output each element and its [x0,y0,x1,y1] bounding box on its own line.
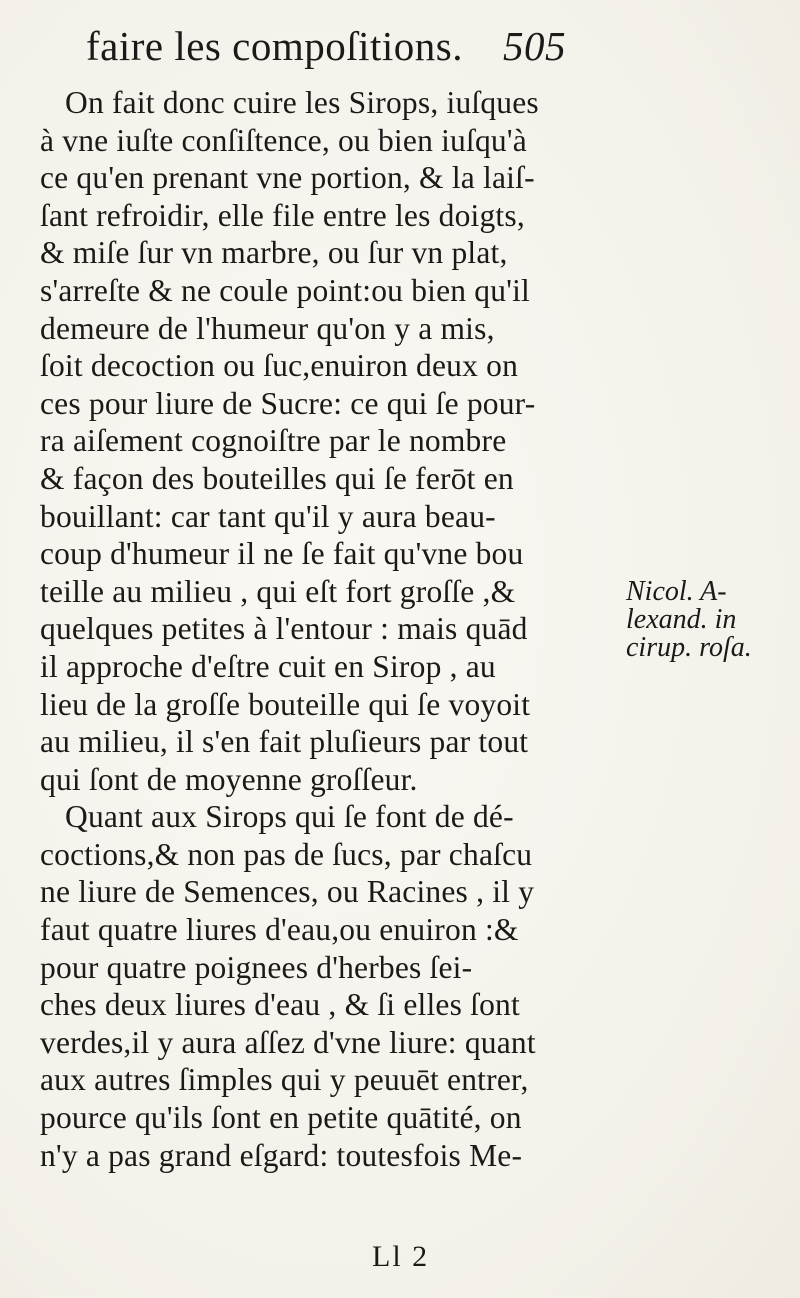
margin-note-line: cirup. roſa. [626,632,752,663]
text-line: ſoit decoction ou ſuc,enuiron deux on [40,348,519,384]
signature-mark: Ll 2 [372,1240,430,1273]
text-line: s'arreſte & ne coule point:ou bien qu'il [40,272,530,308]
page-title: faire les compoſitions. [86,23,463,69]
text-line: bouillant: car tant qu'il y aura beau- [40,498,496,534]
text-line: demeure de l'humeur qu'on y a mis, [40,310,495,346]
text-line: Quant aux Sirops qui ſe font de dé- [65,799,514,835]
text-line: pour quatre poignees d'herbes ſei- [40,949,473,985]
text-line: coctions,& non pas de ſucs, par chaſcu [40,836,533,872]
text-line: ne liure de Semences, ou Racines , il y [40,874,535,910]
text-line: ce qu'en prenant vne portion, & la laiſ- [40,160,535,196]
text-line: On fait donc cuire les Sirops, iuſques [65,85,539,120]
text-line: quelques petites à l'entour : mais quād [40,611,528,647]
text-line: n'y a pas grand eſgard: toutesfois Me- [40,1137,523,1173]
text-line: au milieu, il s'en fait pluſieurs par tout [40,724,529,760]
text-line: verdes,il y aura aſſez d'vne liure: quant [40,1024,536,1060]
text-line: lieu de la groſſe bouteille qui ſe voyoit [40,686,531,722]
margin-note [626,578,752,662]
text-line: & miſe ſur vn marbre, ou ſur vn plat, [40,235,508,271]
text-line: il approche d'eſtre cuit en Sirop , au [40,648,496,684]
text-line: ſant refroidir, elle file entre les doigts, [40,197,525,233]
page-number: 505 [503,23,566,69]
text-line: ces pour liure de Sucre: ce qui ſe pour- [40,385,536,421]
text-line: ra aiſement cognoiſtre par le nombre [40,423,507,459]
text-line: à vne iuſte conſiſtence, ou bien iuſqu'à [40,122,527,158]
text-line: & façon des bouteilles qui ſe ferōt en [40,460,514,496]
text-line: pource qu'ils ſont en petite quātité, on [40,1100,522,1136]
text-line: qui ſont de moyenne groſſeur. [40,761,418,797]
text-line: coup d'humeur il ne ſe fait qu'vne bou [40,536,524,572]
margin-note-line: lexand. in [626,604,737,635]
running-head [86,22,566,78]
text-line: faut quatre liures d'eau,ou enuiron :& [40,912,519,948]
body-text [40,84,620,1174]
text-line: aux autres ſimples qui y peuuēt entrer, [40,1062,529,1098]
margin-note-line: Nicol. A- [626,576,727,607]
text-line: ches deux liures d'eau , & ſi elles ſont [40,987,520,1023]
text-line: teille au milieu , qui eſt fort groſſe ,& [40,573,516,609]
